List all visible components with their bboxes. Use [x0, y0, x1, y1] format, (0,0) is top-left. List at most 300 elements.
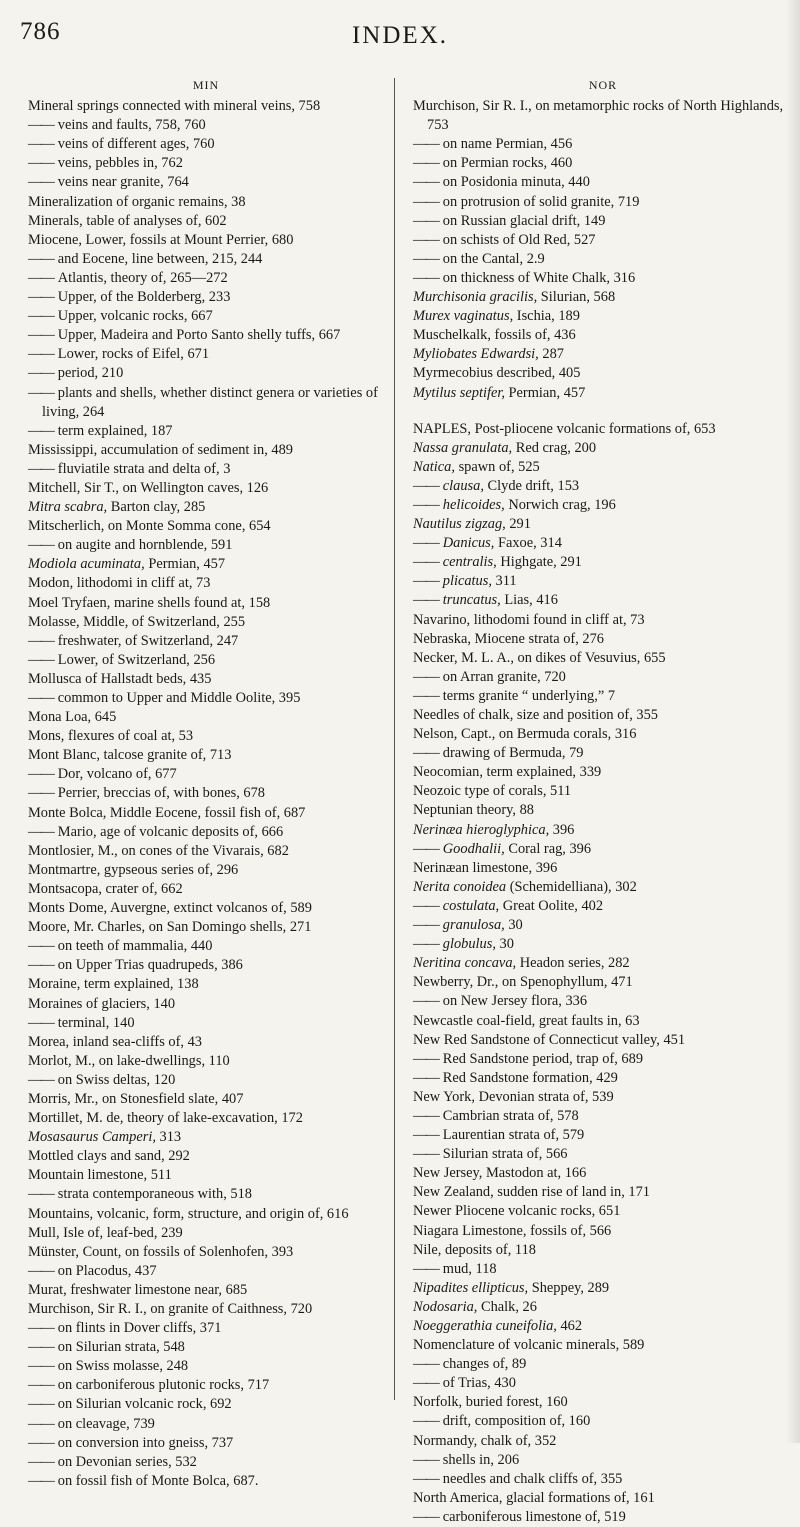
entry-text: Clyde drift, 153	[483, 477, 580, 494]
index-entry	[413, 821, 793, 840]
index-entry	[413, 345, 793, 364]
entry-text: Montlosier, M., on cones of the Vivarais, 682	[28, 842, 289, 859]
entry-italic-term: helicoides,	[442, 496, 505, 513]
index-entry	[413, 973, 793, 992]
index-entry	[28, 765, 384, 784]
running-head-right: NOR	[588, 78, 618, 92]
index-entry	[28, 384, 384, 422]
index-entry	[28, 1185, 384, 1204]
index-entry	[413, 649, 793, 668]
entry-italic-term: Nodosaria,	[413, 1298, 478, 1315]
entry-list-right	[413, 97, 793, 1527]
index-entry	[413, 687, 793, 706]
entry-text: carboniferous limestone of, 519	[442, 1508, 626, 1525]
entry-text: freshwater, of Switzerland, 247	[57, 632, 239, 649]
entry-text: Moraines of glaciers, 140	[28, 995, 176, 1012]
entry-text: Headon series, 282	[516, 955, 630, 972]
entry-text: terminal, 140	[57, 1014, 135, 1031]
index-entry	[413, 173, 793, 192]
entry-italic-term: truncatus,	[442, 592, 501, 609]
entry-text: Mitscherlich, on Monte Somma cone, 654	[28, 518, 271, 535]
index-entry	[413, 572, 793, 591]
entry-text: on Placodus, 437	[57, 1262, 157, 1279]
entry-italic-term: Mitra scabra,	[28, 499, 108, 516]
entry-text: Red crag, 200	[512, 439, 597, 456]
entry-text: 313	[155, 1129, 182, 1146]
index-entry	[413, 326, 793, 345]
entry-text: Montsacopa, crater of, 662	[28, 880, 183, 897]
index-entry	[28, 574, 384, 593]
index-entry	[413, 496, 793, 515]
entry-text: Great Oolite, 402	[499, 897, 604, 914]
index-entry	[28, 231, 384, 250]
entry-text: veins, pebbles in, 762	[57, 155, 183, 172]
index-entry	[28, 326, 384, 345]
entry-text: 30	[495, 936, 514, 953]
entry-text: Mountains, volcanic, form, structure, and origin of, 616	[28, 1205, 349, 1222]
index-entry	[413, 1317, 793, 1336]
entry-text: terms granite “ underlying,” 7	[442, 687, 616, 704]
index-entry	[28, 212, 384, 231]
entry-text: Upper, Madeira and Porto Santo shelly tuffs, 667	[57, 327, 341, 344]
index-column-left	[28, 76, 384, 1491]
index-entry	[413, 1508, 793, 1527]
index-entry	[28, 746, 384, 765]
entry-text: Nile, deposits of, 118	[413, 1241, 536, 1258]
index-entry	[28, 536, 384, 555]
entry-text: Highgate, 291	[496, 554, 582, 571]
index-entry	[28, 937, 384, 956]
index-entry	[28, 345, 384, 364]
entry-text: Mont Blanc, talcose granite of, 713	[28, 747, 232, 764]
index-entry	[28, 173, 384, 192]
index-entry	[413, 859, 793, 878]
index-entry	[413, 782, 793, 801]
index-entry	[28, 956, 384, 975]
entry-text: Monte Bolca, Middle Eocene, fossil fish of, 687	[28, 804, 306, 821]
entry-text: Sheppey, 289	[528, 1279, 610, 1296]
entry-text: Murchison, Sir R. I., on granite of Caithness, 720	[28, 1301, 313, 1317]
entry-text: New Jersey, Mastodon at, 166	[413, 1165, 587, 1182]
entry-text: Silurian strata of, 566	[442, 1146, 568, 1163]
entry-text: on teeth of mammalia, 440	[57, 938, 213, 955]
index-entry	[28, 594, 384, 613]
entry-italic-term: Nerinæa hieroglyphica,	[413, 821, 550, 838]
entry-text: on Upper Trias quadrupeds, 386	[57, 957, 243, 974]
entry-text: on Russian glacial drift, 149	[442, 212, 606, 229]
index-entry	[413, 1069, 793, 1088]
entry-text: on Silurian volcanic rock, 692	[57, 1396, 232, 1413]
index-entry	[28, 632, 384, 651]
entry-text: shells in, 206	[442, 1451, 520, 1468]
index-entry	[413, 1126, 793, 1145]
entry-text: on schists of Old Red, 527	[442, 231, 596, 248]
entry-text: Miocene, Lower, fossils at Mount Perrier, 680	[28, 231, 294, 248]
index-entry	[413, 1241, 793, 1260]
index-entry	[413, 515, 793, 534]
index-entry	[413, 477, 793, 496]
entry-text: Lias, 416	[500, 592, 558, 609]
entry-text: Mona Loa, 645	[28, 709, 117, 726]
entry-italic-term: Goodhalii,	[442, 840, 505, 857]
index-entry	[413, 1374, 793, 1393]
index-column-right	[413, 76, 793, 1527]
entry-italic-term: Nautilus zigzag,	[413, 516, 506, 533]
index-entry	[413, 1088, 793, 1107]
index-entry	[413, 458, 793, 477]
entry-text: strata contemporaneous with, 518	[57, 1186, 253, 1203]
index-entry	[413, 725, 793, 744]
index-entry	[28, 1166, 384, 1185]
index-entry	[28, 899, 384, 918]
index-entry	[28, 1224, 384, 1243]
entry-text: on fossil fish of Monte Bolca, 687.	[57, 1472, 259, 1489]
index-entry	[28, 1338, 384, 1357]
entry-text: Necker, M. L. A., on dikes of Vesuvius, 655	[413, 649, 666, 666]
index-entry	[28, 269, 384, 288]
index-entry	[28, 1205, 384, 1224]
entry-list-left	[28, 97, 384, 1491]
index-entry	[413, 384, 793, 403]
index-entry	[413, 250, 793, 269]
entry-text: Ischia, 189	[513, 308, 580, 325]
entry-text: Mineralization of organic remains, 38	[28, 193, 246, 210]
index-entry	[28, 823, 384, 842]
index-entry	[28, 288, 384, 307]
index-entry	[413, 1202, 793, 1221]
page-edge-shadow	[786, 0, 800, 1443]
index-entry	[28, 555, 384, 574]
entry-text: and Eocene, line between, 215, 244	[57, 250, 263, 267]
index-entry	[28, 1109, 384, 1128]
index-entry	[413, 954, 793, 973]
index-entry	[413, 269, 793, 288]
entry-text: Navarino, lithodomi found in cliff at, 73	[413, 611, 645, 628]
index-entry	[413, 534, 793, 553]
entry-text: Muschelkalk, fossils of, 436	[413, 327, 576, 344]
entry-text: on Permian rocks, 460	[442, 155, 573, 172]
index-entry	[413, 591, 793, 610]
index-entry	[413, 897, 793, 916]
entry-text: on cleavage, 739	[57, 1415, 155, 1432]
index-entry	[28, 193, 384, 212]
entry-text: North America, glacial formations of, 161	[413, 1489, 655, 1506]
entry-text: Myrmecobius described, 405	[413, 365, 581, 382]
entry-text: on conversion into gneiss, 737	[57, 1434, 234, 1451]
entry-text: Nomenclature of volcanic minerals, 589	[413, 1337, 645, 1354]
entry-text: Münster, Count, on fossils of Solenhofen, 393	[28, 1243, 294, 1260]
entry-text: New Red Sandstone of Connecticut valley, 451	[413, 1031, 686, 1048]
entry-text: veins of different ages, 760	[57, 136, 215, 153]
entry-text: drift, composition of, 160	[442, 1413, 591, 1430]
index-entry	[28, 1415, 384, 1434]
entry-text: Neozoic type of corals, 511	[413, 783, 572, 800]
entry-text: on Devonian series, 532	[57, 1453, 197, 1470]
index-entry	[28, 613, 384, 632]
index-entry	[413, 231, 793, 250]
entry-text: on New Jersey flora, 336	[442, 993, 588, 1010]
index-entry	[28, 154, 384, 173]
index-entry	[28, 1147, 384, 1166]
entry-text: (Schemidelliana), 302	[506, 878, 637, 895]
entry-text: New Zealand, sudden rise of land in, 171	[413, 1184, 650, 1201]
index-entry	[413, 1260, 793, 1279]
index-entry	[28, 1014, 384, 1033]
index-entry	[413, 307, 793, 326]
index-entry	[28, 1434, 384, 1453]
entry-italic-term: Neritina concava,	[413, 955, 517, 972]
index-entry	[28, 498, 384, 517]
entry-text: Mississippi, accumulation of sediment in, 489	[28, 441, 294, 458]
index-entry	[413, 1451, 793, 1470]
entry-text: Atlantis, theory of, 265—272	[57, 269, 228, 286]
entry-text: Mottled clays and sand, 292	[28, 1148, 190, 1165]
entry-text: drawing of Bermuda, 79	[442, 745, 584, 762]
index-entry	[28, 1243, 384, 1262]
index-entry	[413, 154, 793, 173]
entry-text: veins near granite, 764	[57, 174, 189, 191]
index-entry	[413, 1050, 793, 1069]
entry-text: Moraine, term explained, 138	[28, 976, 199, 993]
index-entry	[28, 1300, 384, 1319]
entry-italic-term: Mosasaurus Camperi,	[28, 1129, 156, 1146]
index-entry	[413, 1298, 793, 1317]
entry-text: common to Upper and Middle Oolite, 395	[57, 690, 301, 706]
entry-text: Nelson, Capt., on Bermuda corals, 316	[413, 726, 637, 743]
entry-text: Silurian, 568	[537, 289, 616, 306]
index-entry	[413, 212, 793, 231]
entry-italic-term: costulata,	[442, 897, 500, 914]
entry-text: Faxoe, 314	[494, 535, 562, 552]
entry-text: Mortillet, M. de, theory of lake-excavation, 172	[28, 1110, 303, 1127]
entry-italic-term: Nerita conoidea	[413, 878, 507, 895]
entry-text: 396	[549, 821, 575, 838]
page-title: INDEX.	[351, 22, 448, 49]
entry-text: Minerals, table of analyses of, 602	[28, 212, 227, 229]
index-entry	[28, 1262, 384, 1281]
entry-text: term explained, 187	[57, 422, 173, 439]
column-divider	[394, 78, 395, 1400]
index-entry	[28, 670, 384, 689]
entry-text: Dor, volcano of, 677	[57, 766, 177, 783]
index-entry	[413, 553, 793, 572]
index-entry	[413, 1107, 793, 1126]
entry-text: Moore, Mr. Charles, on San Domingo shells, 271	[28, 919, 312, 936]
entry-text: Norwich crag, 196	[504, 496, 616, 513]
entry-text: Nerinæan limestone, 396	[413, 859, 558, 876]
index-entry	[413, 1470, 793, 1489]
index-entry	[413, 420, 793, 439]
entry-text: Mollusca of Hallstadt beds, 435	[28, 670, 212, 687]
index-entry	[413, 706, 793, 725]
index-entry	[28, 842, 384, 861]
entry-text: Red Sandstone period, trap of, 689	[442, 1050, 644, 1067]
index-entry	[28, 250, 384, 269]
index-entry	[28, 784, 384, 803]
page-number: 786	[20, 18, 61, 45]
index-entry	[413, 1336, 793, 1355]
index-entry	[28, 517, 384, 536]
entry-text: Morris, Mr., on Stonesfield slate, 407	[28, 1090, 244, 1107]
index-entry	[413, 288, 793, 307]
index-entry	[413, 801, 793, 820]
index-entry	[413, 1393, 793, 1412]
entry-text: Morlot, M., on lake-dwellings, 110	[28, 1052, 230, 1069]
index-entry	[413, 744, 793, 763]
index-entry	[413, 763, 793, 782]
index-entry	[28, 689, 384, 708]
entry-text: needles and chalk cliffs of, 355	[442, 1470, 623, 1487]
entry-text: Morea, inland sea-cliffs of, 43	[28, 1033, 202, 1050]
index-entry	[28, 1376, 384, 1395]
entry-text: 311	[491, 573, 517, 590]
index-entry	[28, 804, 384, 823]
entry-text: spawn of, 525	[454, 458, 540, 475]
entry-text: Murat, freshwater limestone near, 685	[28, 1281, 248, 1298]
entry-text: on Swiss molasse, 248	[57, 1358, 189, 1375]
entry-text: on Swiss deltas, 120	[57, 1071, 176, 1088]
entry-italic-term: Myliobates Edwardsi,	[413, 346, 539, 363]
index-entry	[413, 668, 793, 687]
index-entry	[28, 651, 384, 670]
entry-text: Lower, of Switzerland, 256	[57, 651, 216, 668]
entry-italic-term: Nassa granulata,	[413, 439, 513, 456]
index-entry	[28, 727, 384, 746]
index-entry	[28, 1453, 384, 1472]
index-entry	[28, 861, 384, 880]
entry-text: Montmartre, gypseous series of, 296	[28, 861, 239, 878]
entry-italic-term: Noeggerathia cuneifolia,	[413, 1318, 557, 1334]
index-entry	[413, 611, 793, 630]
entry-text: Lower, rocks of Eifel, 671	[57, 346, 210, 363]
entry-text: Newcastle coal-field, great faults in, 63	[413, 1012, 640, 1029]
index-entry	[28, 460, 384, 479]
index-entry	[28, 116, 384, 135]
entry-text: Barton clay, 285	[107, 499, 206, 516]
index-entry	[28, 1281, 384, 1300]
index-entry	[413, 1279, 793, 1298]
entry-text: Perrier, breccias of, with bones, 678	[57, 785, 266, 802]
entry-text: Newberry, Dr., on Spenophyllum, 471	[413, 974, 633, 991]
entry-text: Mario, age of volcanic deposits of, 666	[57, 823, 284, 840]
index-entry	[413, 1031, 793, 1050]
entry-text: Cambrian strata of, 578	[442, 1107, 579, 1124]
entry-text: Coral rag, 396	[504, 840, 592, 857]
entry-italic-term: Natica,	[413, 458, 455, 475]
entry-text: Newer Pliocene volcanic rocks, 651	[413, 1203, 621, 1220]
index-entry	[413, 840, 793, 859]
index-entry	[413, 1432, 793, 1451]
entry-text: changes of, 89	[442, 1356, 527, 1373]
entry-text: on Arran granite, 720	[442, 668, 566, 685]
index-entry	[28, 135, 384, 154]
entry-text: 287	[538, 346, 564, 363]
entry-text: Red Sandstone formation, 429	[442, 1069, 618, 1086]
index-entry	[28, 479, 384, 498]
entry-text: Niagara Limestone, fossils of, 566	[413, 1222, 612, 1239]
entry-text: Mineral springs connected with mineral veins, 758	[28, 98, 321, 115]
entry-italic-term: Murex vaginatus,	[413, 308, 514, 325]
index-entry	[413, 1222, 793, 1241]
index-entry	[413, 992, 793, 1011]
entry-text: NAPLES, Post-pliocene volcanic formations of, 653	[413, 420, 716, 437]
entry-italic-term: Danicus,	[442, 535, 495, 552]
entry-text: Moel Tryfaen, marine shells found at, 158	[28, 594, 271, 611]
index-entry	[28, 441, 384, 460]
index-entry	[28, 995, 384, 1014]
entry-text: on protrusion of solid granite, 719	[442, 193, 640, 210]
index-entry	[413, 97, 793, 135]
index-entry	[28, 97, 384, 116]
index-entry	[413, 135, 793, 154]
entry-italic-term: granulosa,	[442, 917, 505, 934]
entry-italic-term: Modiola acuminata,	[28, 556, 145, 573]
entry-text: Mons, flexures of coal at, 53	[28, 728, 194, 745]
index-entry	[28, 1052, 384, 1071]
entry-text: Chalk, 26	[477, 1298, 537, 1315]
entry-text: on the Cantal, 2.9	[442, 250, 545, 267]
entry-italic-term: Mytilus septifer,	[413, 384, 505, 401]
index-entry	[413, 1012, 793, 1031]
index-entry	[28, 1395, 384, 1414]
index-entry	[413, 1164, 793, 1183]
entry-text: Needles of chalk, size and position of, 355	[413, 707, 658, 723]
entry-text: 30	[504, 917, 523, 934]
index-entry	[413, 1355, 793, 1374]
entry-text: Molasse, Middle, of Switzerland, 255	[28, 613, 246, 630]
entry-text: mud, 118	[442, 1260, 497, 1277]
index-entry	[413, 1183, 793, 1202]
entry-text: Normandy, chalk of, 352	[413, 1432, 557, 1449]
entry-text: 291	[505, 516, 531, 533]
entry-text: Upper, volcanic rocks, 667	[57, 308, 213, 325]
index-entry	[413, 630, 793, 649]
entry-text: veins and faults, 758, 760	[57, 117, 206, 134]
entry-text: fluviatile strata and delta of, 3	[57, 460, 231, 477]
entry-text: Upper, of the Bolderberg, 233	[57, 289, 231, 306]
index-entry	[28, 364, 384, 383]
index-entry	[413, 1489, 793, 1508]
entry-italic-term: globulus,	[442, 936, 496, 953]
entry-text: Laurentian strata of, 579	[442, 1127, 585, 1144]
entry-text: on Posidonia minuta, 440	[442, 174, 590, 191]
index-entry	[28, 1472, 384, 1491]
entry-text: Modon, lithodomi in cliff at, 73	[28, 575, 211, 592]
entry-text: on Silurian strata, 548	[57, 1339, 185, 1356]
entry-text: plants and shells, whether distinct genera or varieties of living, 264	[42, 384, 378, 420]
entry-text: New York, Devonian strata of, 539	[413, 1088, 614, 1105]
index-entry	[28, 1090, 384, 1109]
index-entry	[28, 1128, 384, 1147]
entry-text: Permian, 457	[504, 384, 586, 401]
entry-text: Nebraska, Miocene strata of, 276	[413, 630, 605, 647]
entry-text: on thickness of White Chalk, 316	[442, 269, 636, 286]
index-entry	[28, 975, 384, 994]
index-entry	[413, 916, 793, 935]
running-head-left: MIN	[192, 78, 220, 92]
index-entry	[413, 1145, 793, 1164]
index-entry	[28, 1071, 384, 1090]
entry-text: of Trias, 430	[442, 1375, 516, 1392]
entry-text: Neptunian theory, 88	[413, 802, 534, 819]
entry-text: 462	[556, 1318, 583, 1334]
index-entry	[28, 1319, 384, 1338]
entry-italic-term: Nipadites ellipticus,	[413, 1279, 529, 1296]
entry-text: on name Permian, 456	[442, 136, 573, 153]
entry-italic-term: clausa,	[442, 477, 484, 494]
entry-text: on carboniferous plutonic rocks, 717	[57, 1377, 270, 1394]
entry-italic-term: plicatus,	[442, 573, 492, 590]
